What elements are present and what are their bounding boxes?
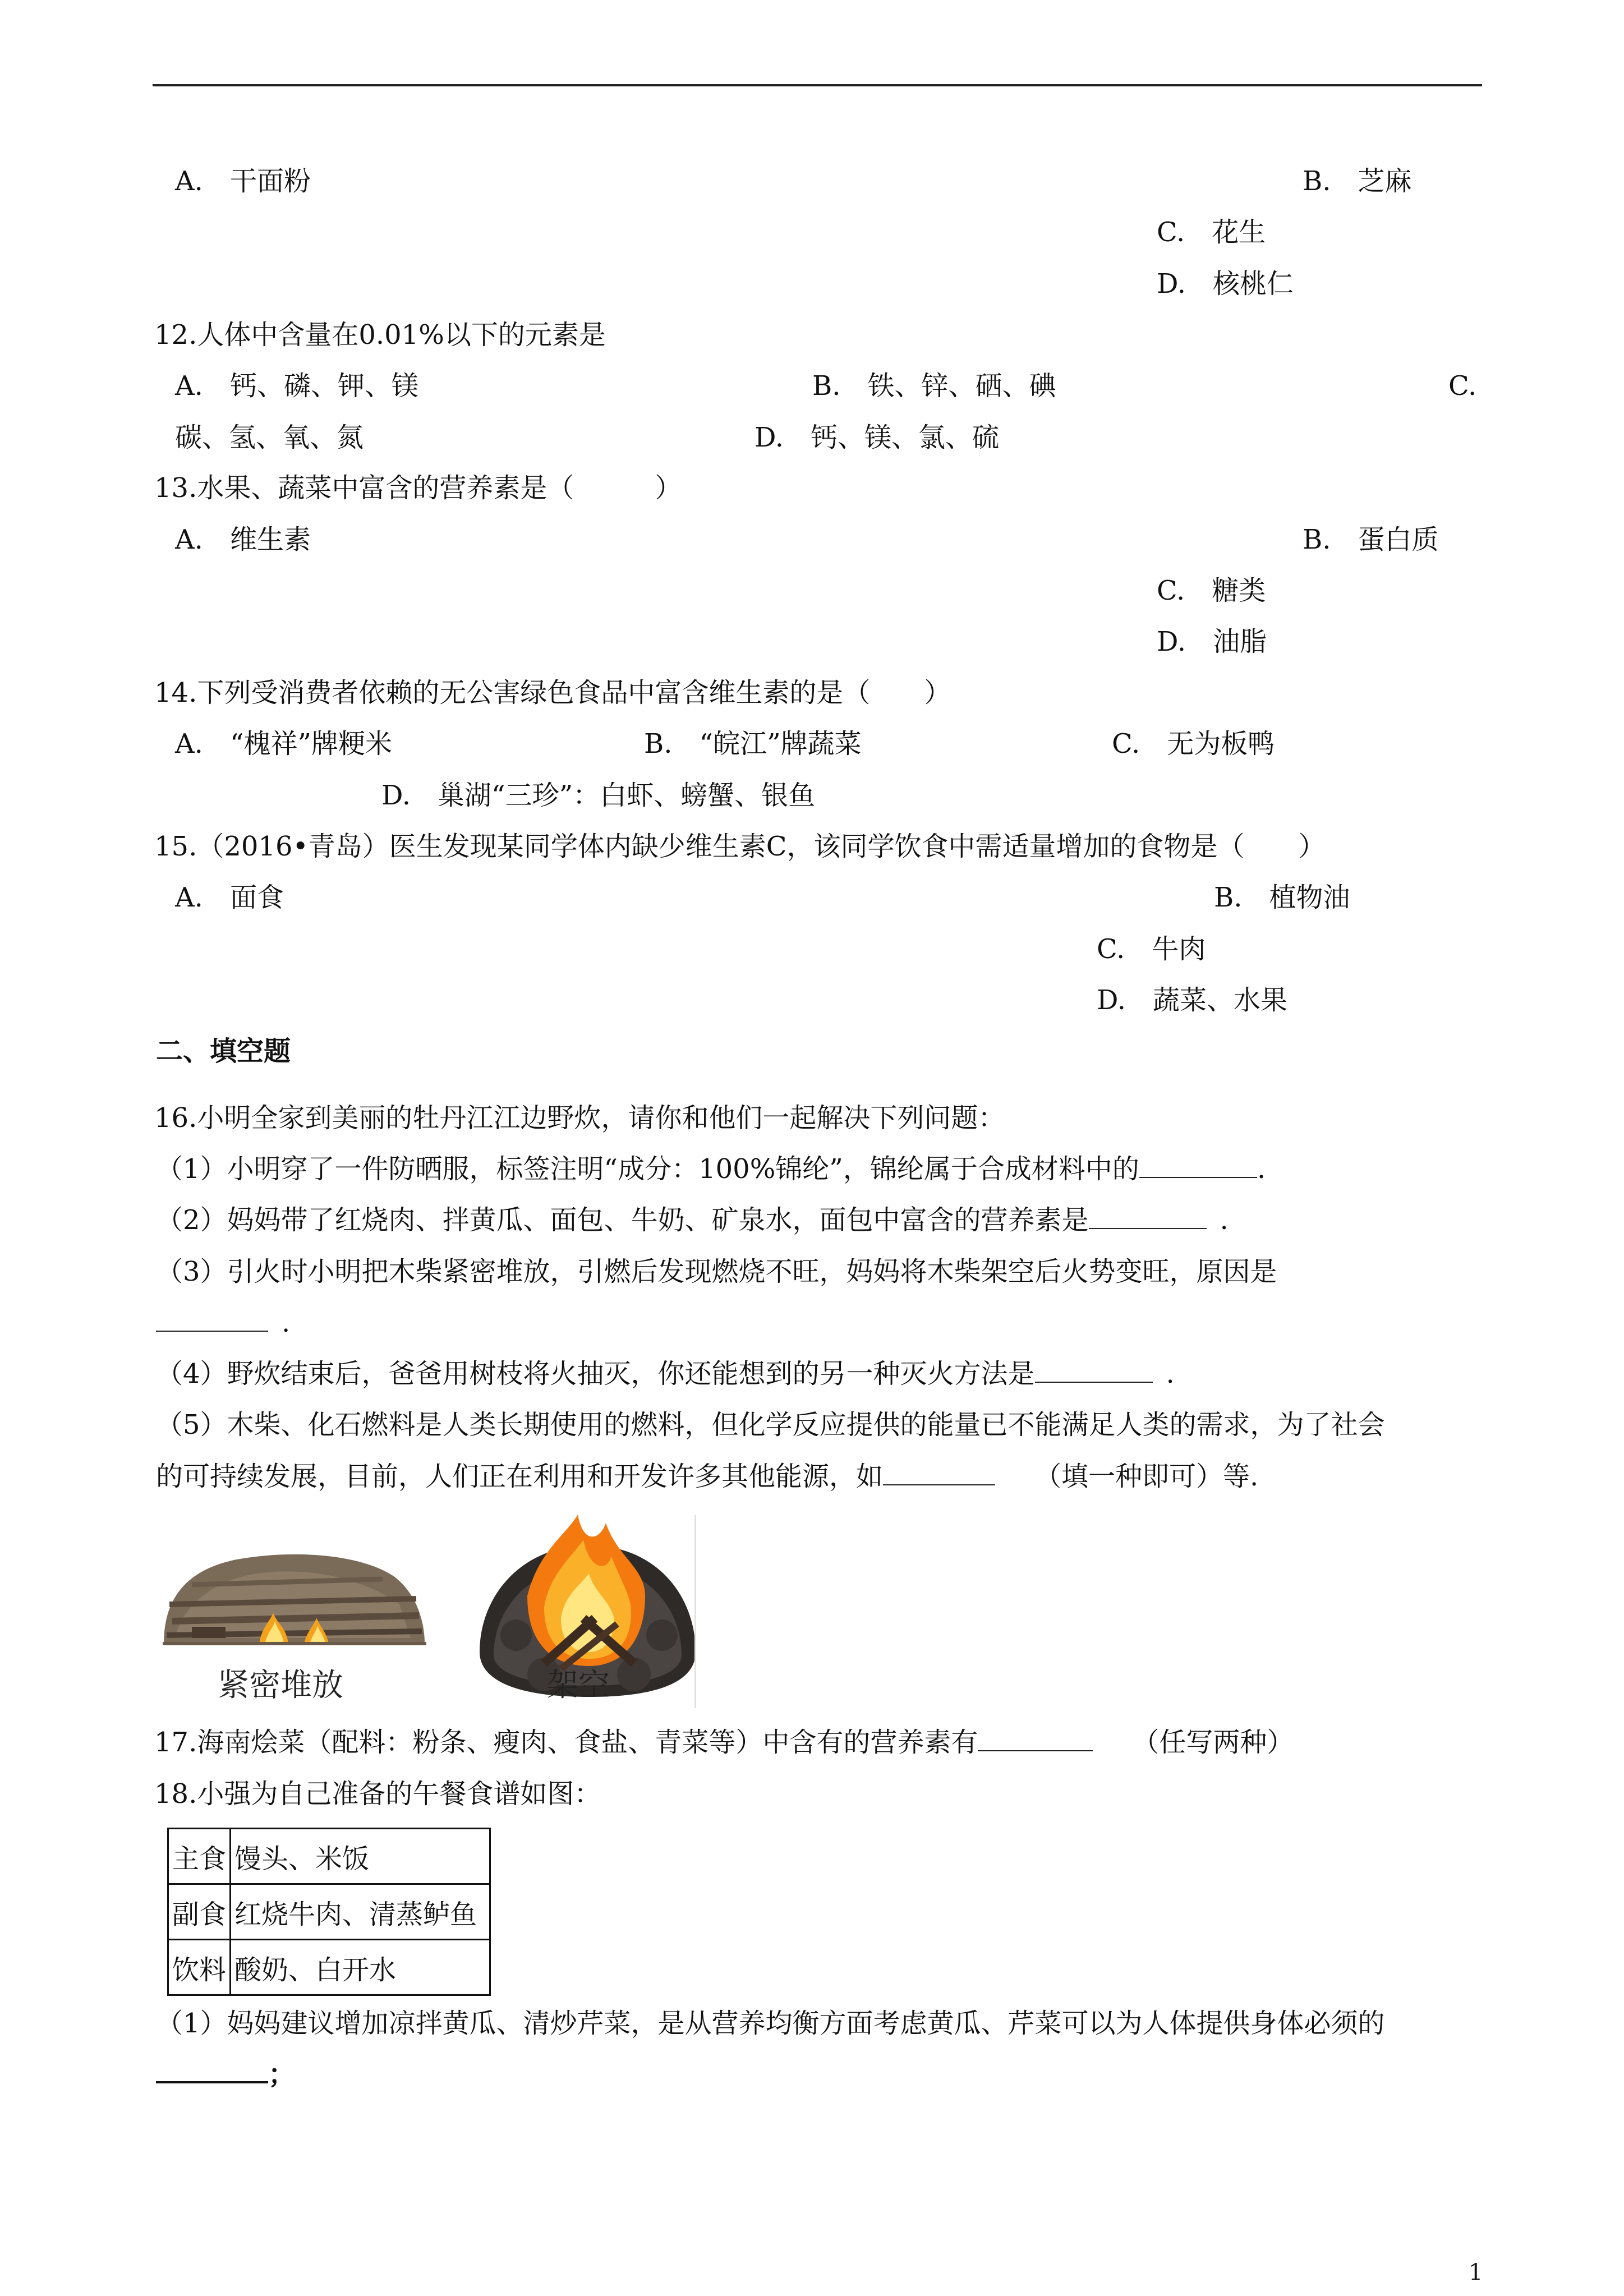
q16-part5-line1: （5）木柴、化石燃料是人类长期使用的燃料，但化学反应提供的能量已不能满足人类的需求，为了社会 [156, 1409, 1385, 1441]
q16-part3: （3）引火时小明把木柴紧密堆放，引燃后发现燃烧不旺，妈妈将木柴架空后火势变旺，原因是 [156, 1256, 1277, 1287]
q15-stem: 15.（2016•青岛）医生发现某同学体内缺少维生素C，该同学饮食中需适量增加的食物是（ ） [154, 831, 1326, 862]
q11-option-d[interactable]: D. 核桃仁 [1157, 268, 1294, 300]
table-row [168, 1829, 490, 1884]
q12-option-d[interactable]: D. 钙、镁、氯、硫 [755, 422, 1000, 453]
q14-option-c[interactable]: C. 无为板鸭 [1112, 728, 1275, 760]
table-row [168, 1940, 490, 1995]
q12-option-c[interactable]: 碳、氢、氧、氮 [175, 422, 364, 453]
q16-part1: （1）小明穿了一件防晒服，标签注明“成分：100%锦纶”，锦纶属于合成材料中的 . [156, 1153, 1266, 1185]
q11-option-a[interactable]: A. 干面粉 [175, 165, 311, 197]
answer-blank[interactable] [156, 2058, 268, 2083]
q16-part5-line2: 的可持续发展，目前，人们正在利用和开发许多其他能源，如 （填一种即可）等. [156, 1461, 1259, 1492]
q14-stem: 14.下列受消费者依赖的无公害绿色食品中富含维生素的是（ ） [154, 677, 951, 708]
q18-part1: （1）妈妈建议增加凉拌黄瓜、清炒芹菜，是从营养均衡方面考虑黄瓜、芹菜可以为人体提供身体必须的 [156, 2008, 1385, 2039]
answer-blank[interactable] [156, 1307, 268, 1332]
q15-option-c[interactable]: C. 牛肉 [1097, 933, 1206, 965]
table-cell: 酸奶、白开水 [231, 1940, 490, 1995]
q11-option-b[interactable]: B. 芝麻 [1303, 165, 1412, 197]
fig2-caption: 架空 [547, 1667, 610, 1704]
wood-stacked-image [158, 1537, 427, 1655]
answer-blank[interactable] [1139, 1153, 1257, 1178]
q14-option-a[interactable]: A. “槐祥”牌粳米 [175, 728, 393, 760]
q11-option-c[interactable]: C. 花生 [1157, 217, 1266, 248]
fig1-caption: 紧密堆放 [218, 1667, 343, 1704]
q15-option-d[interactable]: D. 蔬菜、水果 [1097, 984, 1288, 1016]
q14-option-d[interactable]: D. 巢湖“三珍”：白虾、螃蟹、银鱼 [381, 780, 816, 811]
q16-part3-blank-line: . [156, 1306, 290, 1340]
table-header-cell: 饮料 [168, 1940, 231, 1995]
q13-option-b[interactable]: B. 蛋白质 [1303, 524, 1439, 555]
q16-part2: （2）妈妈带了红烧肉、拌黄瓜、面包、牛奶、矿泉水，面包中富含的营养素是 . [156, 1204, 1229, 1236]
answer-blank[interactable] [978, 1727, 1093, 1751]
answer-blank[interactable] [883, 1461, 995, 1485]
answer-blank[interactable] [1089, 1204, 1207, 1229]
q18-part1-blank-line: ； [156, 2058, 295, 2091]
section-title: 二、填空题 [156, 1036, 291, 1067]
q16-stem: 16.小明全家到美丽的牡丹江江边野炊，请你和他们一起解决下列问题： [154, 1102, 1005, 1134]
lunch-menu-table [167, 1828, 491, 1996]
q15-option-a[interactable]: A. 面食 [175, 882, 284, 913]
q13-option-d[interactable]: D. 油脂 [1157, 626, 1267, 657]
q15-option-b[interactable]: B. 植物油 [1214, 882, 1350, 913]
q17-stem: 17.海南烩菜（配料：粉条、瘦肉、食盐、青菜等）中含有的营养素有 （任写两种） [154, 1727, 1294, 1758]
q18-stem: 18.小强为自己准备的午餐食谱如图： [154, 1778, 601, 1810]
q13-stem: 13.水果、蔬菜中富含的营养素是（ ） [154, 472, 682, 504]
header-rule [153, 84, 1482, 86]
table-row [168, 1884, 490, 1940]
answer-blank[interactable] [1035, 1358, 1153, 1383]
table-header-cell: 主食 [168, 1829, 231, 1884]
q14-option-b[interactable]: B. “皖江”牌蔬菜 [644, 728, 862, 760]
q12-stem: 12.人体中含量在0.01%以下的元素是 [154, 319, 606, 351]
table-cell: 馒头、米饭 [231, 1829, 490, 1884]
page-number: 1 [1469, 2260, 1483, 2285]
figure-divider [694, 1515, 696, 1708]
q12-option-a[interactable]: A. 钙、磷、钾、镁 [175, 370, 418, 402]
table-cell: 红烧牛肉、清蒸鲈鱼 [231, 1884, 490, 1940]
q16-part4: （4）野炊结束后，爸爸用树枝将火抽灭，你还能想到的另一种灭火方法是 . [156, 1358, 1175, 1389]
q12-option-c-label[interactable]: C. [1448, 370, 1477, 402]
q13-option-a[interactable]: A. 维生素 [175, 524, 311, 555]
q13-option-c[interactable]: C. 糖类 [1157, 575, 1266, 606]
table-header-cell: 副食 [168, 1884, 231, 1940]
q12-option-b[interactable]: B. 铁、锌、硒、碘 [812, 370, 1056, 402]
